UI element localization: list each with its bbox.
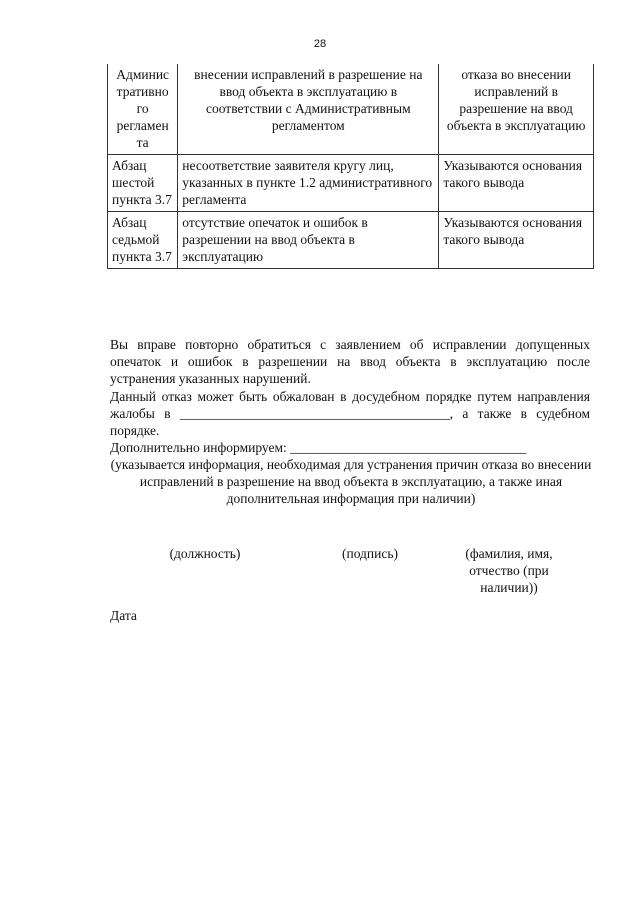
page-number: 28 [313,38,327,50]
table-cell: внесении исправлений в разрешение на ввод объекта в эксплуатацию в соответствии с Административным регламентом [178,64,439,155]
repeat-appeal-paragraph: Вы вправе повторно обратиться с заявлением об исправлении допущенных опечаток и ошибок в разрешении на ввод объекта в эксплуатацию после устранения указанных нарушений. [110,337,590,386]
table-cell: отказа во внесении исправлений в разрешение на ввод объекта в эксплуатацию [439,64,594,155]
table-cell: Указываются основания такого вывода [439,155,594,212]
table-cell: Абзац седьмой пункта 3.7 [108,212,178,269]
table-row [108,155,594,212]
refusal-reasons-table [107,64,594,269]
table-row [108,212,594,269]
table-cell: Указываются основания такого вывода [439,212,594,269]
table-header-row [108,64,594,155]
signature-name-label: (фамилия, имя, отчество (при наличии)) [465,546,553,595]
signature-sign-label: (подпись) [341,546,399,561]
additional-info-line: Дополнительно информируем: ___________________________________ [110,440,527,455]
appeal-notice-paragraph: Данный отказ может быть обжалован в досудебном порядке путем направления жалобы в ________________________________________, а также в судебном порядке. [110,389,590,438]
table-cell: Админис тративно го регламен та [108,64,178,155]
table-cell: несоответствие заявителя кругу лиц, указанных в пункте 1.2 административного регламента [178,155,439,212]
table-cell: отсутствие опечаток и ошибок в разрешении на ввод объекта в эксплуатацию [178,212,439,269]
additional-info-hint: (указывается информация, необходимая для устранения причин отказа во внесении исправлений в разрешение на ввод объекта в эксплуатацию, а также иная дополнительная информация при наличии) [110,457,592,506]
table-cell: Абзац шестой пункта 3.7 [108,155,178,212]
date-label: Дата [110,608,137,623]
signature-position-label: (должность) [169,546,241,561]
